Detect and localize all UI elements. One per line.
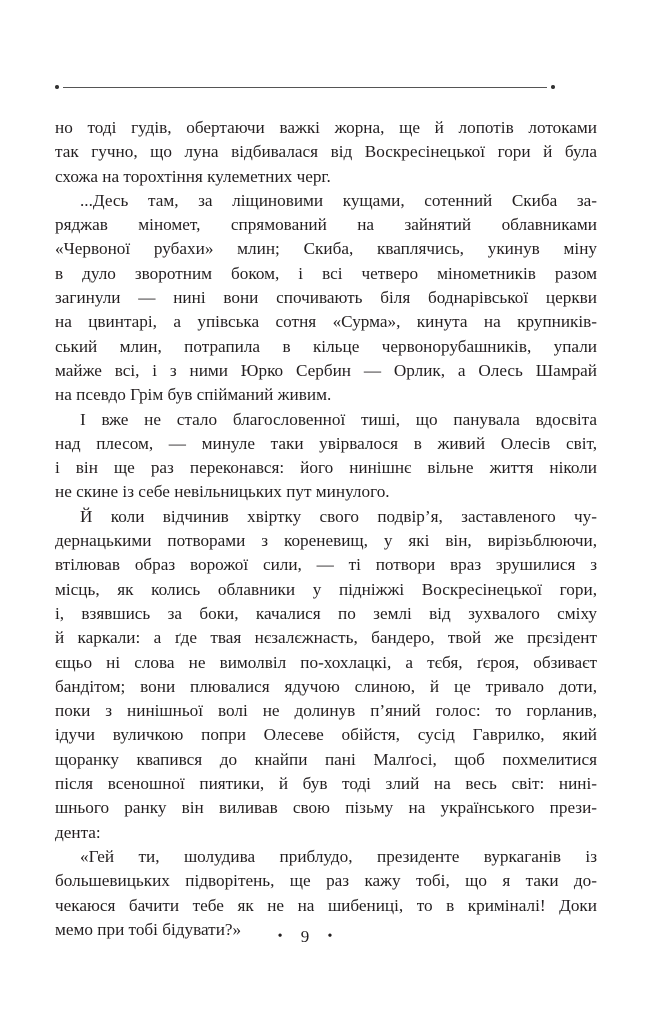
paragraph bbox=[55, 505, 597, 845]
text-line: ідучи вуличкою попри Олесеве обійстя, сусід Гаврилко, який bbox=[55, 725, 597, 745]
text-line: мемо при тобі бідувати?» bbox=[55, 919, 242, 939]
text-line: після всеношної пиятики, й був тоді злий на весь світ: нині- bbox=[55, 774, 597, 794]
rule-dot-left bbox=[55, 85, 59, 89]
paragraph bbox=[55, 189, 597, 408]
page-number: 9 bbox=[300, 927, 310, 946]
text-line: чекаюся бачити тебе як не на шибениці, то в криміналі! Доки bbox=[55, 895, 597, 915]
text-line: і, взявшись за боки, качалися по землі від зухвалого сміху bbox=[55, 603, 597, 623]
rule-dot-right bbox=[551, 85, 555, 89]
text-line: втілював образ ворожої сили, — ті потвори враз зрушилися з bbox=[55, 555, 597, 575]
text-line: Й коли відчинив хвіртку свого подвір’я, заставленого чу- bbox=[80, 506, 597, 526]
text-line: І вже не стало благословенної тиші, що панувала вдосвіта bbox=[80, 409, 597, 429]
text-line: в дуло зворотним боком, і всі четверо мінометників разом bbox=[55, 263, 597, 283]
footer-bullet-right: • bbox=[327, 929, 333, 944]
text-line: єщьо ні слова не вимолвіл по-хохлацкі, а тєбя, ґєроя, обзиваєт bbox=[55, 652, 597, 672]
text-line: ряджав міномет, спрямований на зайнятий облавниками bbox=[55, 215, 597, 235]
text-line: «Червоної рубахи» млин; Скиба, кваплячись, укинув міну bbox=[55, 239, 597, 259]
paragraph bbox=[55, 116, 597, 189]
text-line: поки з нинішньої волі не долинув п’яний голос: то горланив, bbox=[55, 701, 597, 721]
text-line: на цвинтарі, а упівська сотня «Сурма», кинута на крупників- bbox=[55, 312, 597, 332]
text-line: дента: bbox=[55, 822, 101, 842]
text-line: бандітом; вони плювалися ядучою слиною, й це тривало доти, bbox=[55, 676, 597, 696]
text-line: майже всі, і з ними Юрко Сербин — Орлик, а Олесь Шамрай bbox=[55, 360, 597, 380]
page-footer bbox=[0, 927, 610, 947]
text-line: й каркали: а ґде твая нєзалєжнасть, бандеро, твой же прєзідент bbox=[55, 628, 597, 648]
footer-bullet-left: • bbox=[277, 929, 283, 944]
text-line: над плесом, — минуле таки увірвалося в живий Олесів світ, bbox=[55, 433, 597, 453]
text-line: місць, як колись облавники у підніжжі Воскресінецької гори, bbox=[55, 579, 597, 599]
text-line: но тоді гудів, обертаючи важкі жорна, ще й лопотів лотоками bbox=[55, 118, 597, 137]
text-line: дернацькими потворами з кореневищ, у які він, вирізьблюючи, bbox=[55, 531, 597, 551]
text-line: большевицьких підворітень, ще раз кажу тобі, що я таки до- bbox=[55, 871, 597, 891]
text-line: на псевдо Грім був спійманий живим. bbox=[55, 385, 332, 405]
text-line: ський млин, потрапила в кільце червонорубашників, упали bbox=[55, 336, 597, 356]
text-line: «Гей ти, шолудива приблудо, президенте вуркаганів із bbox=[80, 846, 597, 866]
rule-line bbox=[63, 87, 547, 88]
paragraph bbox=[55, 408, 597, 505]
text-line: шнього ранку він виливав свою пізьму на українського прези- bbox=[55, 798, 597, 818]
text-line: схожа на торохтіння кулеметних черг. bbox=[55, 166, 331, 186]
text-line: загинули — нині вони спочивають біля боднарівської церкви bbox=[55, 288, 597, 308]
text-line: не скине із себе невільницьких пут минулого. bbox=[55, 482, 390, 502]
text-line: і він ще раз переконався: його нинішнє вільне життя ніколи bbox=[55, 458, 597, 478]
text-line: ...Десь там, за ліщиновими кущами, сотенний Скиба за- bbox=[80, 190, 597, 210]
text-line: так гучно, що луна відбивалася від Воскресінецької гори й була bbox=[55, 142, 597, 162]
text-line: щоранку квапився до кнайпи пані Малґосі, щоб похмелитися bbox=[55, 749, 597, 769]
body-text bbox=[55, 116, 597, 942]
